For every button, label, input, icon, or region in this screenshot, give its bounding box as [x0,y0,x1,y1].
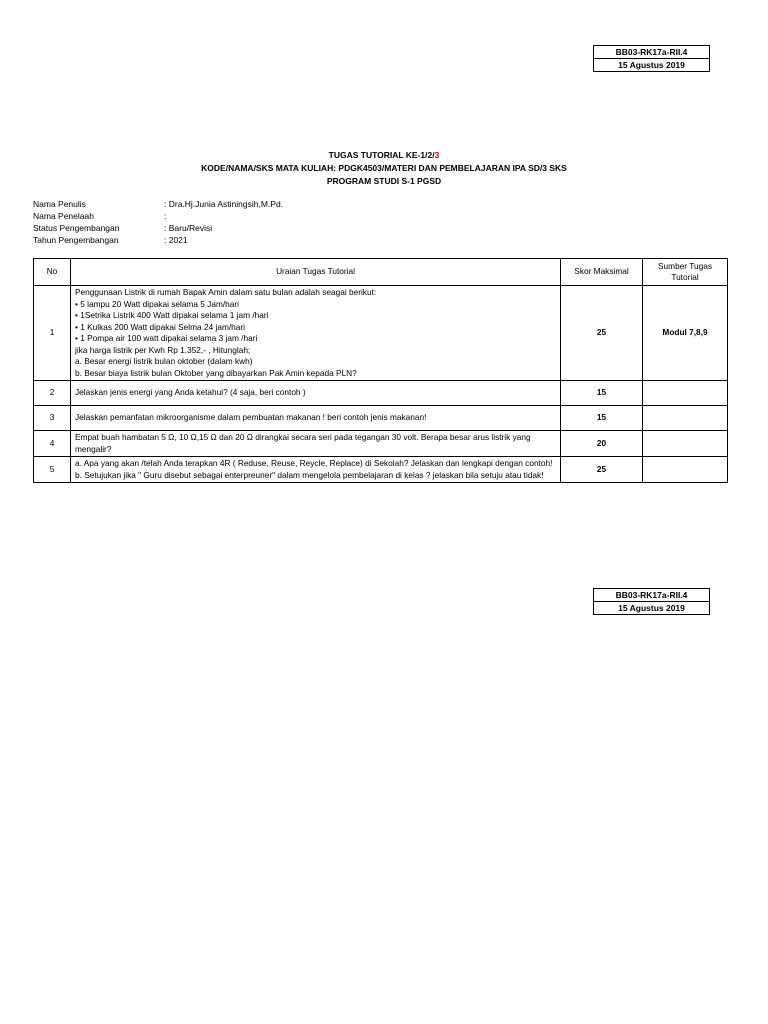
meta-row-status: Status Pengembangan : Baru/Revisi [33,223,213,233]
document-date: 15 Agustus 2019 [594,58,709,71]
row-number: 3 [34,406,71,431]
meta-row-reviewer: Nama Penelaah : [33,211,167,221]
header-skor: Skor Maksimal [561,259,643,286]
task-description: Jelaskan jenis energi yang Anda ketahui? (4 saja, beri contoh ) [71,381,561,406]
task-source [643,431,728,457]
tutorial-task-table [33,258,728,483]
table-row [34,431,728,457]
task-source [643,457,728,483]
max-score: 20 [561,431,643,457]
task-description: Penggunaan Listrik di rumah Bapak Amin dalam satu bulan adalah seagai berikut: • 5 lampu 20 Watt dipakai selama 5 Jam/hari • 1Setrika Listrik 400 Watt dipakai selama 1 jam /hari • 1 Kulkas 200 Watt dipakai Selma 24 jam/hari • 1 Pompa air 100 watt dipakai selama 3 jam /hari jika harga listrik per Kwh Rp 1.352,- , Hitunglah; a. Besar energi listrik bulan oktober (dalam kwh) b. Besar biaya listrik bulan Oktober yang dibayarkan Pak Amin kepada PLN? [71,286,561,381]
task-source [643,381,728,406]
max-score: 25 [561,286,643,381]
document-code-box-top [593,45,710,72]
title-line-3: PROGRAM STUDI S-1 PGSD [326,176,442,186]
table-row [34,457,728,483]
document-code: BB03-RK17a-RII.4 [615,590,688,600]
header-no: No [34,259,71,286]
meta-row-year: Tahun Pengembangan : 2021 [33,235,188,245]
row-number: 1 [34,286,71,381]
row-number: 4 [34,431,71,457]
document-code: BB03-RK17a-RII.4 [615,47,688,57]
max-score: 15 [561,381,643,406]
table-row [34,381,728,406]
title-highlight: 3 [434,150,440,160]
task-description: Empat buah hambatan 5 Ω, 10 Ω,15 Ω dan 20 Ω dirangkai secara seri pada tegangan 30 volt. Berapa besar arus listrik yang mengalir? [71,431,561,457]
table-row [34,406,728,431]
task-description: Jelaskan pemanfatan mikroorganisme dalam pembuatan makanan ! beri contoh jenis makanan! [71,406,561,431]
row-number: 5 [34,457,71,483]
task-description: a. Apa yang akan /telah Anda terapkan 4R ( Reduse, Reuse, Reycle, Replace) di Sekolah? Jelaskan dan lengkapi dengan contoh! b. Setujukan jika " Guru disebut sebagai enterpreuner" dalam mengelola pembelajaran di kelas ? jelaskan bila setuju atau tidak! [71,457,561,483]
meta-row-author: Nama Penulis : Dra.Hj.Junia Astiningsih,M.Pd. [33,199,284,209]
row-number: 2 [34,381,71,406]
table-row [34,286,728,381]
document-title [0,149,768,188]
document-code-box-bottom [593,588,710,615]
max-score: 15 [561,406,643,431]
title-line-1: TUGAS TUTORIAL KE-1/2/3 [328,150,440,160]
title-line-2: KODE/NAMA/SKS MATA KULIAH: PDGK4503/MATERI DAN PEMBELAJARAN IPA SD/3 SKS [201,163,567,173]
author-info [33,198,283,246]
task-source [643,406,728,431]
header-uraian: Uraian Tugas Tutorial [71,259,561,286]
header-sumber: Sumber Tugas Tutorial [643,259,728,286]
document-date: 15 Agustus 2019 [594,601,709,614]
task-source: Modul 7,8,9 [643,286,728,381]
table-header-row [34,259,728,286]
max-score: 25 [561,457,643,483]
